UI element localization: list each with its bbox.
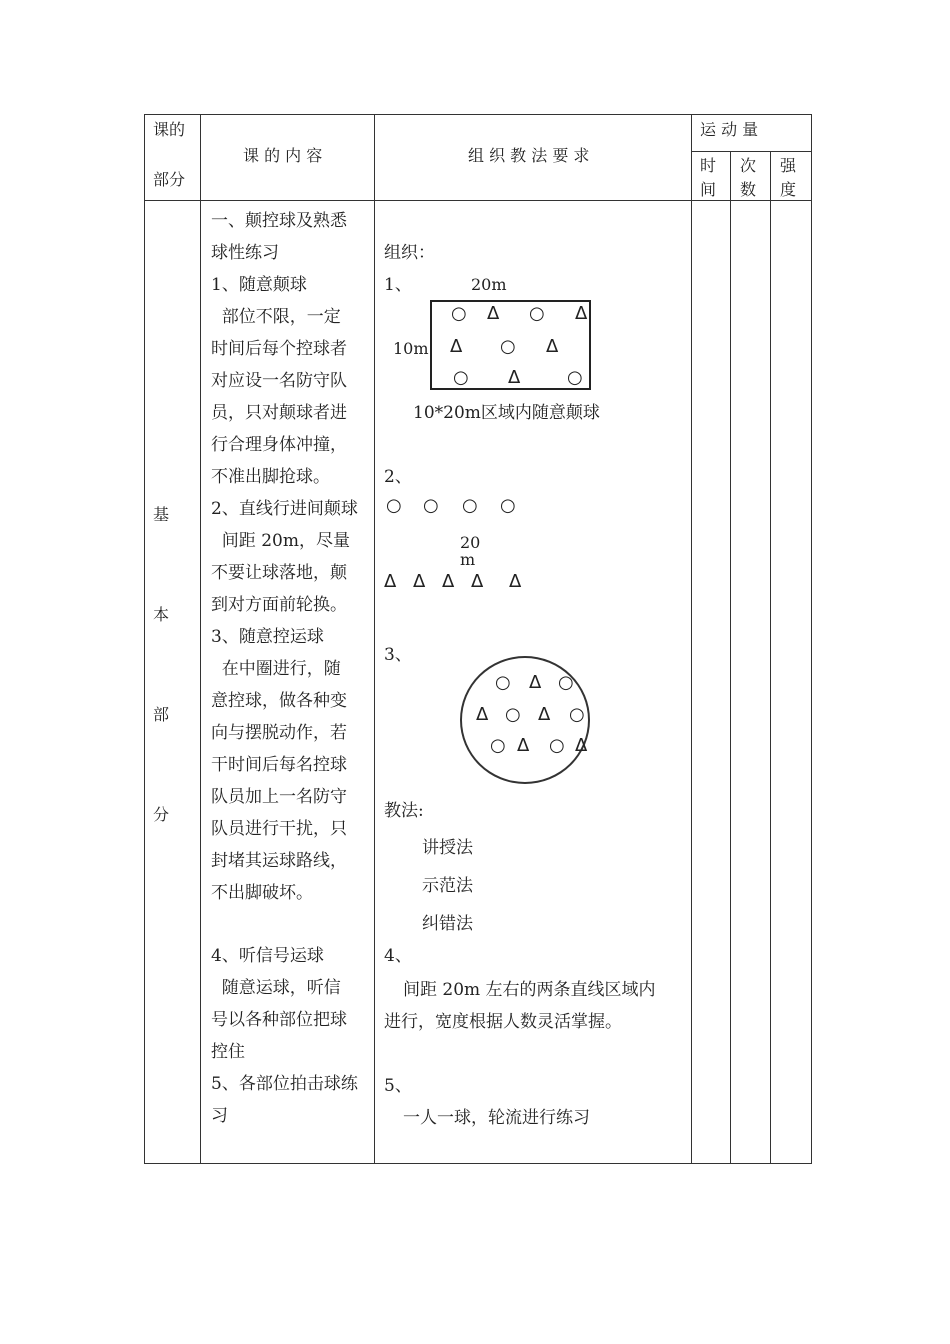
- diagram1-number: 1、: [384, 275, 412, 295]
- diagram3-number: 3、: [384, 645, 412, 665]
- player-triangle: Δ: [575, 303, 588, 324]
- header-organization: 组 织 教 法 要 求: [468, 146, 590, 165]
- diagram2-distance-value: 20: [460, 533, 481, 552]
- content-line: 到对方面前轮换。: [211, 595, 347, 615]
- content-line: 在中圈进行，随: [211, 659, 341, 679]
- player-triangle: Δ: [517, 735, 530, 756]
- content-line: 不准出脚抢球。: [211, 467, 330, 487]
- org-item4-number: 4、: [384, 946, 412, 966]
- player-circle: ○: [558, 672, 574, 693]
- content-line: 球性练习: [211, 243, 279, 263]
- section-char-2: 本: [153, 605, 170, 624]
- org-item4-line2: 进行，宽度根据人数灵活掌握。: [384, 1012, 622, 1032]
- player-triangle: Δ: [413, 571, 426, 592]
- content-line: 队员进行干扰，只: [211, 819, 347, 839]
- player-circle: ○: [500, 495, 516, 516]
- content-line: 2、直线行进间颠球: [211, 499, 358, 519]
- content-line: 不出脚破坏。: [211, 883, 313, 903]
- player-circle: ○: [423, 495, 439, 516]
- player-triangle: Δ: [509, 571, 522, 592]
- player-circle: ○: [569, 704, 585, 725]
- content-line: 封堵其运球路线，: [211, 851, 347, 871]
- header-intensity-1: 强: [780, 156, 797, 175]
- header-time-2: 间: [700, 180, 717, 199]
- header-exercise-load: 运 动 量: [700, 120, 759, 139]
- player-circle: ○: [529, 303, 545, 324]
- content-line: 意控球，做各种变: [211, 691, 347, 711]
- content-line: 时间后每个控球者: [211, 339, 347, 359]
- table-border-right: [811, 114, 812, 1164]
- player-triangle: Δ: [575, 735, 588, 756]
- player-circle: ○: [462, 495, 478, 516]
- header-time-1: 时: [700, 156, 717, 175]
- diagram1-width-label: 20m: [471, 275, 507, 294]
- player-circle: ○: [567, 367, 583, 388]
- org-title: 组织：: [384, 243, 435, 263]
- column-divider-3: [691, 114, 692, 1164]
- header-count-2: 数: [740, 180, 757, 199]
- player-triangle: Δ: [508, 367, 521, 388]
- content-line: 间距 20m，尽量: [211, 531, 350, 551]
- content-line: 1、随意颠球: [211, 275, 307, 295]
- org-item5-number: 5、: [384, 1076, 412, 1096]
- content-line: 行合理身体冲撞，: [211, 435, 347, 455]
- content-line: 3、随意控运球: [211, 627, 324, 647]
- player-triangle: Δ: [450, 336, 463, 357]
- player-triangle: Δ: [487, 303, 500, 324]
- content-line: 向与摆脱动作，若: [211, 723, 347, 743]
- method-item: 示范法: [422, 876, 473, 896]
- method-item: 纠错法: [422, 914, 473, 934]
- player-circle: ○: [451, 303, 467, 324]
- player-circle: ○: [386, 495, 402, 516]
- content-line: 一、颠控球及熟悉: [211, 211, 347, 231]
- player-triangle: Δ: [471, 571, 484, 592]
- diagram1-caption: 10*20m区域内随意颠球: [413, 403, 600, 423]
- content-line: 部位不限，一定: [211, 307, 341, 327]
- org-item4-line1: 间距 20m 左右的两条直线区域内: [403, 980, 656, 1000]
- content-line: 干时间后每名控球: [211, 755, 347, 775]
- content-line: 队员加上一名防守: [211, 787, 347, 807]
- player-triangle: Δ: [442, 571, 455, 592]
- content-line: 员，只对颠球者进: [211, 403, 347, 423]
- content-line: 号以各种部位把球: [211, 1010, 347, 1030]
- section-char-3: 部: [153, 705, 170, 724]
- player-circle: ○: [505, 704, 521, 725]
- player-triangle: Δ: [476, 704, 489, 725]
- section-char-4: 分: [153, 805, 170, 824]
- player-circle: ○: [490, 735, 506, 756]
- player-circle: ○: [500, 336, 516, 357]
- table-border-top: [144, 114, 812, 115]
- column-divider-4: [730, 151, 731, 1164]
- column-divider-5: [770, 151, 771, 1164]
- org-item5-line1: 一人一球，轮流进行练习: [403, 1108, 590, 1128]
- load-subheader-divider: [691, 151, 812, 152]
- player-triangle: Δ: [384, 571, 397, 592]
- player-circle: ○: [495, 672, 511, 693]
- diagram2-distance-unit: m: [460, 550, 476, 569]
- content-line: 不要让球落地，颠: [211, 563, 347, 583]
- header-content: 课 的 内 容: [243, 146, 323, 165]
- content-line: 4、听信号运球: [211, 946, 324, 966]
- table-border-bottom: [144, 1163, 812, 1164]
- section-char-1: 基: [153, 505, 170, 524]
- player-circle: ○: [453, 367, 469, 388]
- player-circle: ○: [549, 735, 565, 756]
- header-intensity-2: 度: [780, 180, 797, 199]
- player-triangle: Δ: [546, 336, 559, 357]
- content-line: 习: [211, 1106, 228, 1126]
- column-divider-1: [200, 114, 201, 1164]
- method-title: 教法:: [384, 801, 424, 821]
- diagram2-number: 2、: [384, 467, 412, 487]
- player-triangle: Δ: [538, 704, 551, 725]
- table-header-divider: [144, 200, 812, 201]
- header-part-line1: 课的: [153, 120, 186, 139]
- content-line: 控住: [211, 1042, 245, 1062]
- content-line: 随意运球，听信: [211, 978, 341, 998]
- content-line: 对应设一名防守队: [211, 371, 347, 391]
- diagram1-height-label: 10m: [393, 339, 429, 358]
- column-divider-2: [374, 114, 375, 1164]
- content-line: 5、各部位拍击球练: [211, 1074, 358, 1094]
- player-triangle: Δ: [529, 672, 542, 693]
- table-border-left: [144, 114, 145, 1164]
- method-item: 讲授法: [422, 838, 473, 858]
- header-count-1: 次: [740, 156, 757, 175]
- header-part-line2: 部分: [153, 170, 186, 189]
